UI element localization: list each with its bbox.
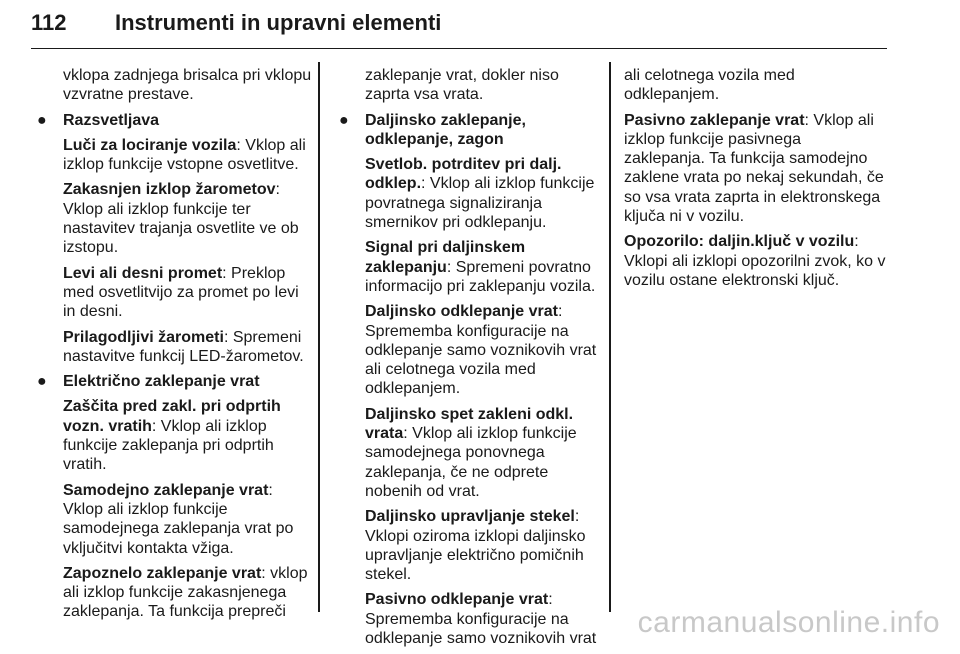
setting-text: : Sprememba konfiguracije na odklepanje samo voznikovih vrat ali celotnega vozila med odklepanjem. — [365, 303, 597, 398]
setting-term: Opozorilo: daljin.ključ v vozilu — [624, 233, 855, 251]
setting-description — [333, 302, 603, 398]
setting-text: : Vklop ali izklop funkcije pasivnega zaklepanja. Ta funkcija samodejno zaklene vrata po nekaj sekundah, če so vsa vrata zaprta in elektronskega ključa ni v vozilu. — [624, 111, 884, 226]
setting-description — [624, 111, 886, 227]
bullet-title: Električno zaklepanje vrat — [63, 373, 260, 391]
setting-description — [31, 397, 313, 474]
setting-text: : Vklopi oziroma izklopi daljinsko upravljanje električno pomičnih stekel. — [365, 508, 586, 584]
setting-term: Prilagodljivi žarometi — [63, 328, 224, 346]
setting-description — [333, 590, 603, 648]
setting-term: Daljinsko spet zakleni odkl. vrata — [365, 405, 574, 443]
setting-text: : Sprememba konfiguracije na odklepanje samo voznikovih vrat — [365, 591, 597, 648]
setting-description — [31, 264, 313, 322]
setting-term: Svetlob. potrditev pri dalj. odklep. — [365, 156, 562, 193]
setting-text: : Vklop ali izklop funkcije zaklepanja pri odprtih vratih. — [63, 417, 274, 474]
text-column-3 — [624, 66, 886, 296]
setting-term: Levi ali desni promet — [63, 264, 223, 282]
setting-text: : Vklop ali izklop funkcije vstopne osvetlitve. — [63, 136, 306, 174]
setting-term: Zapoznelo zaklepanje vrat — [63, 564, 262, 582]
setting-description — [333, 155, 603, 232]
bullet-heading — [31, 111, 313, 130]
setting-text: : vklop ali izklop funkcije zakasnjenega zaklepanja. Ta funkcija prepreči — [63, 564, 308, 621]
setting-term: Luči za lociranje vozila — [63, 136, 237, 154]
page-header — [31, 2, 887, 49]
setting-text: : Vklop ali izklop funkcije ter nastavitev trajanja osvetlite ve ob izstopu. — [63, 181, 299, 257]
setting-description — [333, 238, 603, 296]
setting-term: Zakasnjen izklop žarometov — [63, 181, 276, 199]
setting-description — [31, 136, 313, 175]
setting-term: Samodejno zaklepanje vrat — [63, 481, 269, 499]
setting-description — [624, 232, 886, 290]
setting-term: Daljinsko odklepanje vrat — [365, 303, 558, 321]
paragraph: zaklepanje vrat, dokler niso zaprta vsa vrata. — [365, 67, 559, 104]
setting-description — [31, 481, 313, 558]
setting-text: : Vklop ali izklop funkcije samodejnega ponovnega zaklepanja, če ne odprete nobenih od vrat. — [365, 425, 577, 500]
setting-text: : Vklopi ali izklopi opozorilni zvok, ko v vozilu ostane elektronski ključ. — [624, 233, 886, 289]
bullet-title: Razsvetljava — [63, 111, 160, 129]
text-column-2 — [333, 66, 603, 654]
setting-text: : Spremeni nastavitve funkcij LED-žarometov. — [63, 328, 304, 365]
paragraph: vklopa zadnjega brisalca pri vklopu vzvratne prestave. — [63, 67, 312, 104]
bullet-icon: ● — [37, 373, 47, 391]
setting-term: Daljinsko upravljanje stekel — [365, 508, 575, 526]
setting-description — [31, 180, 313, 257]
setting-text: : Vklop ali izklop funkcije povratnega signaliziranja smernikov pri odklepanju. — [365, 175, 595, 232]
setting-description — [31, 564, 313, 622]
setting-text: : Vklop ali izklop funkcije samodejnega zaklepanja vrat po vključitvi kontakta vžiga. — [63, 481, 294, 557]
setting-description — [333, 507, 603, 584]
setting-term: Signal pri daljinskem zaklepanju — [365, 239, 526, 276]
bullet-icon: ● — [37, 111, 47, 129]
setting-term: Zaščita pred zakl. pri odprtih vozn. vratih — [63, 398, 281, 435]
setting-description — [333, 405, 603, 501]
text-column-1 — [31, 66, 313, 628]
setting-description — [31, 328, 313, 367]
setting-term: Pasivno odklepanje vrat — [365, 591, 549, 609]
setting-term: Pasivno zaklepanje vrat — [624, 111, 805, 129]
page-number: 112 — [31, 10, 67, 35]
setting-text: : Spremeni povratno informacijo pri zaklepanju vozila. — [365, 258, 596, 295]
column-divider — [609, 62, 611, 612]
column-divider — [318, 62, 320, 612]
paragraph: ali celotnega vozila med odklepanjem. — [624, 67, 795, 104]
bullet-heading — [31, 372, 313, 391]
bullet-title: Daljinsko zaklepanje, odklepanje, zagon — [365, 111, 526, 148]
bullet-heading — [333, 111, 603, 150]
bullet-icon: ● — [339, 111, 349, 129]
watermark: carmanualsonline.info — [637, 606, 940, 639]
setting-text: : Preklop med osvetlitvijo za promet po levi in desni. — [63, 264, 299, 321]
chapter-title: Instrumenti in upravni elementi — [115, 10, 442, 35]
